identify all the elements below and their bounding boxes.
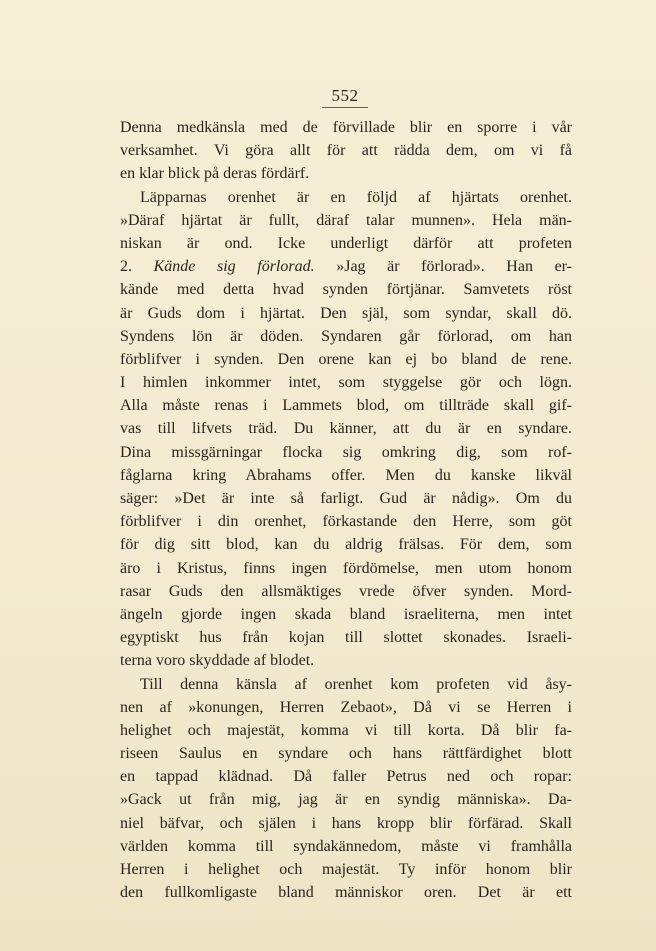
text-line: nen af »konungen, Herren Zebaot», Då vi se Herren i	[120, 698, 572, 716]
text-line: Alla måste renas i Lammets blod, om tillträde skall gif-	[120, 397, 572, 415]
text-line-prefix: 2.	[120, 258, 154, 276]
text-line: vas till lifvets träd. Du känner, att du är en syndare.	[120, 420, 572, 438]
text-line: niskan är ond. Icke underligt därför att profeten	[120, 234, 572, 252]
text-line-emphasis: Kände sig förlorad.	[153, 258, 315, 276]
text-line: en klar blick på deras fördärf.	[120, 165, 310, 183]
text-line: »Däraf hjärtat är fullt, däraf talar munnen». Hela män-	[120, 211, 572, 229]
text-line: helighet och majestät, komma vi till korta. Då blir fa-	[120, 721, 572, 739]
text-line: Till denna känsla af orenhet kom profeten vid åsy-	[140, 675, 572, 693]
text-line: Denna medkänsla med de förvillade blir en sporre i vår	[120, 119, 572, 136]
page-number-rule	[322, 107, 368, 108]
text-line: »Gack ut från mig, jag är en syndig människa». Da-	[120, 791, 572, 809]
text-line: är Guds dom i hjärtat. Den själ, som syndar, skall dö.	[120, 304, 572, 322]
text-line: ängeln gjorde ingen skada bland israeliterna, men intet	[120, 605, 572, 623]
text-line: Herren i helighet och majestät. Ty inför honom blir	[120, 861, 572, 878]
text-line: äro i Kristus, finns ingen fördömelse, men utom honom	[120, 559, 572, 577]
text-line: säger: »Det är inte så farligt. Gud är nådig». Om du	[120, 490, 572, 507]
body-text	[120, 116, 572, 904]
text-line: Läpparnas orenhet är en följd af hjärtats orenhet.	[140, 188, 572, 206]
text-line: terna voro skyddade af blodet.	[120, 652, 315, 670]
text-line: för dig sitt blod, kan du aldrig frälsas. För dem, som	[120, 536, 572, 554]
text-line: den fullkomligaste bland människor oren. Det är ett	[120, 884, 572, 902]
text-line: en tappad klädnad. Då faller Petrus ned och ropar:	[120, 768, 572, 786]
text-line	[120, 255, 572, 278]
text-line: världen komma till syndakännedom, måste vi framhålla	[120, 837, 572, 855]
text-line: fåglarna kring Abrahams offer. Men du kanske likväl	[120, 466, 572, 484]
text-line: förblifver i din orenhet, förkastande den Herre, som göt	[120, 513, 572, 531]
text-line: rasar Guds den allsmäktiges vrede öfver synden. Mord-	[120, 582, 572, 600]
text-line: egyptiskt hus från kojan till slottet skonades. Israeli-	[120, 629, 572, 647]
text-line-suffix: »Jag är förlorad». Han er-	[314, 258, 572, 276]
page-number: 552	[331, 86, 359, 105]
text-line: riseen Saulus en syndare och hans rättfärdighet blott	[120, 745, 572, 763]
text-line: Dina missgärningar flocka sig omkring dig, som rof-	[120, 443, 572, 461]
text-line: niel bäfvar, och själen i hans kropp blir förfärad. Skall	[120, 814, 572, 832]
text-line: kände med detta hvad synden förtjänar. Samvetets röst	[120, 281, 572, 299]
text-line: verksamhet. Vi göra allt för att rädda dem, om vi få	[120, 142, 572, 160]
text-line: I himlen inkommer intet, som styggelse gör och lögn.	[120, 374, 572, 392]
text-line: förblifver i synden. Den orene kan ej bo bland de rene.	[120, 350, 572, 368]
text-line: Syndens lön är döden. Syndaren går förlorad, om han	[120, 327, 572, 345]
